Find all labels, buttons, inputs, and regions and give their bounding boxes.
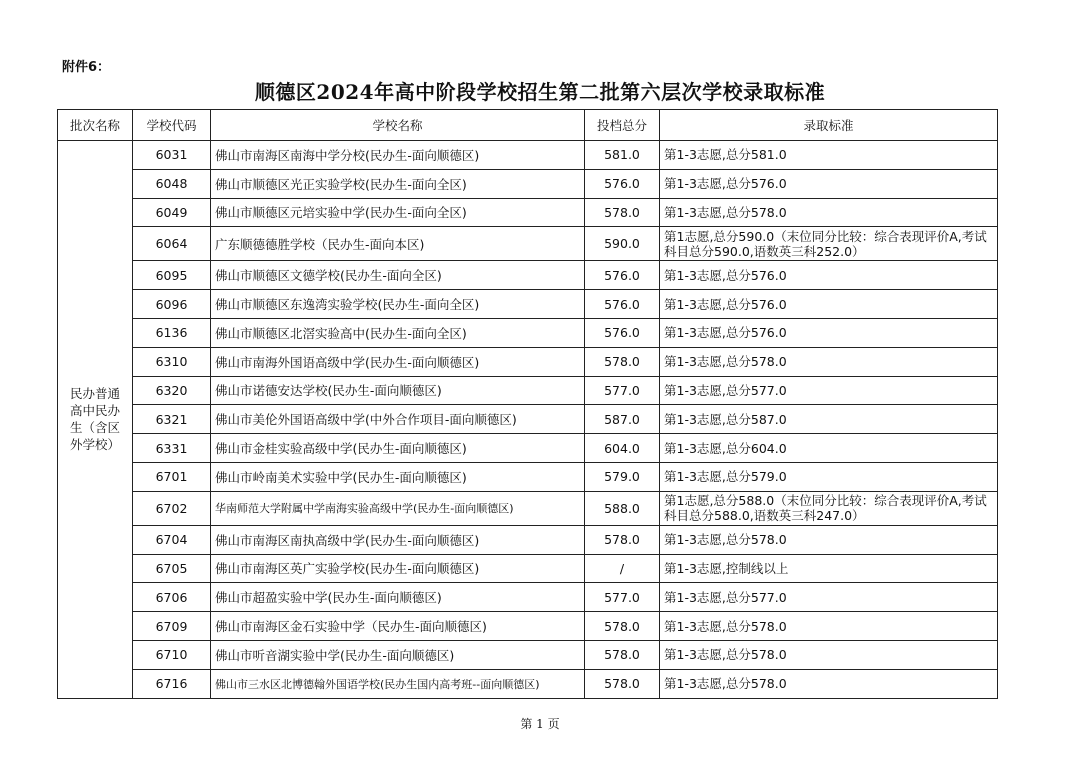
- school-name-cell: 华南师范大学附属中学南海实验高级中学(民办生-面向顺德区): [211, 491, 585, 525]
- header-code: 学校代码: [133, 110, 211, 141]
- batch-name-cell: 民办普通高中民办生（含区外学校）: [58, 141, 133, 699]
- table-row: [58, 198, 998, 227]
- score-cell: 577.0: [585, 583, 660, 612]
- score-cell: 576.0: [585, 261, 660, 290]
- school-code-cell: 6064: [133, 227, 211, 261]
- header-standard: 录取标准: [660, 110, 998, 141]
- school-name-cell: 佛山市南海区英广实验学校(民办生-面向顺德区): [211, 554, 585, 583]
- school-code-cell: 6096: [133, 290, 211, 319]
- score-cell: 604.0: [585, 434, 660, 463]
- table-body: [58, 141, 998, 699]
- school-name-cell: 佛山市金桂实验高级中学(民办生-面向顺德区): [211, 434, 585, 463]
- score-cell: 578.0: [585, 669, 660, 698]
- score-cell: 587.0: [585, 405, 660, 434]
- attachment-label: 附件6：: [62, 60, 111, 75]
- table-row: [58, 405, 998, 434]
- school-code-cell: 6049: [133, 198, 211, 227]
- table-row: [58, 491, 998, 525]
- table-row: [58, 141, 998, 170]
- admission-table: [57, 109, 998, 699]
- table-row: [58, 290, 998, 319]
- table-row: [58, 318, 998, 347]
- school-name-cell: 佛山市美伦外国语高级中学(中外合作项目-面向顺德区): [211, 405, 585, 434]
- school-name-cell: 佛山市超盈实验中学(民办生-面向顺德区): [211, 583, 585, 612]
- table-row: [58, 640, 998, 669]
- table-row: [58, 669, 998, 698]
- standard-cell: 第1-3志愿,总分576.0: [660, 169, 998, 198]
- score-cell: 590.0: [585, 227, 660, 261]
- standard-cell: 第1-3志愿,控制线以上: [660, 554, 998, 583]
- standard-cell: 第1-3志愿,总分576.0: [660, 318, 998, 347]
- school-name-cell: 佛山市听音湖实验中学(民办生-面向顺德区): [211, 640, 585, 669]
- standard-cell: 第1-3志愿,总分576.0: [660, 261, 998, 290]
- school-code-cell: 6702: [133, 491, 211, 525]
- standard-cell: 第1-3志愿,总分578.0: [660, 198, 998, 227]
- school-code-cell: 6705: [133, 554, 211, 583]
- school-code-cell: 6710: [133, 640, 211, 669]
- table-row: [58, 376, 998, 405]
- school-code-cell: 6331: [133, 434, 211, 463]
- score-cell: 578.0: [585, 347, 660, 376]
- school-code-cell: 6701: [133, 462, 211, 491]
- score-cell: 576.0: [585, 290, 660, 319]
- school-code-cell: 6709: [133, 612, 211, 641]
- school-code-cell: 6706: [133, 583, 211, 612]
- school-name-cell: 佛山市三水区北博德翰外国语学校(民办生国内高考班--面向顺德区): [211, 669, 585, 698]
- score-cell: 578.0: [585, 525, 660, 554]
- school-name-cell: 佛山市南海区金石实验中学（民办生-面向顺德区): [211, 612, 585, 641]
- header-score: 投档总分: [585, 110, 660, 141]
- school-code-cell: 6095: [133, 261, 211, 290]
- table-header-row: [58, 110, 998, 141]
- school-name-cell: 佛山市岭南美术实验中学(民办生-面向顺德区): [211, 462, 585, 491]
- standard-cell: 第1-3志愿,总分604.0: [660, 434, 998, 463]
- score-cell: /: [585, 554, 660, 583]
- table-row: [58, 169, 998, 198]
- school-name-cell: 佛山市南海外国语高级中学(民办生-面向顺德区): [211, 347, 585, 376]
- school-name-cell: 佛山市南海区南执高级中学(民办生-面向顺德区): [211, 525, 585, 554]
- standard-cell: 第1-3志愿,总分578.0: [660, 640, 998, 669]
- school-code-cell: 6048: [133, 169, 211, 198]
- table-row: [58, 462, 998, 491]
- school-code-cell: 6320: [133, 376, 211, 405]
- school-name-cell: 佛山市诺德安达学校(民办生-面向顺德区): [211, 376, 585, 405]
- header-batch: 批次名称: [58, 110, 133, 141]
- standard-cell: 第1-3志愿,总分576.0: [660, 290, 998, 319]
- standard-cell: 第1-3志愿,总分578.0: [660, 669, 998, 698]
- score-cell: 581.0: [585, 141, 660, 170]
- standard-cell: 第1-3志愿,总分581.0: [660, 141, 998, 170]
- table-row: [58, 554, 998, 583]
- school-code-cell: 6031: [133, 141, 211, 170]
- standard-cell: 第1-3志愿,总分578.0: [660, 612, 998, 641]
- table-row: [58, 525, 998, 554]
- school-code-cell: 6136: [133, 318, 211, 347]
- school-code-cell: 6310: [133, 347, 211, 376]
- standard-cell: 第1-3志愿,总分577.0: [660, 583, 998, 612]
- school-name-cell: 佛山市顺德区光正实验学校(民办生-面向全区): [211, 169, 585, 198]
- score-cell: 578.0: [585, 612, 660, 641]
- table-row: [58, 227, 998, 261]
- school-name-cell: 佛山市顺德区元培实验中学(民办生-面向全区): [211, 198, 585, 227]
- score-cell: 588.0: [585, 491, 660, 525]
- standard-cell: 第1-3志愿,总分578.0: [660, 525, 998, 554]
- school-code-cell: 6716: [133, 669, 211, 698]
- score-cell: 577.0: [585, 376, 660, 405]
- table-row: [58, 261, 998, 290]
- standard-cell: 第1志愿,总分590.0（末位同分比较：综合表现评价A,考试科目总分590.0,语数英三科252.0）: [660, 227, 998, 261]
- school-name-cell: 佛山市顺德区文德学校(民办生-面向全区): [211, 261, 585, 290]
- standard-cell: 第1-3志愿,总分587.0: [660, 405, 998, 434]
- school-name-cell: 广东顺德德胜学校（民办生-面向本区): [211, 227, 585, 261]
- table-row: [58, 434, 998, 463]
- school-code-cell: 6321: [133, 405, 211, 434]
- school-name-cell: 佛山市顺德区东逸湾实验学校(民办生-面向全区): [211, 290, 585, 319]
- table-row: [58, 583, 998, 612]
- standard-cell: 第1-3志愿,总分579.0: [660, 462, 998, 491]
- page-title: 顺德区2024年高中阶段学校招生第二批第六层次学校录取标准: [254, 80, 826, 104]
- school-code-cell: 6704: [133, 525, 211, 554]
- school-name-cell: 佛山市南海区南海中学分校(民办生-面向顺德区): [211, 141, 585, 170]
- school-name-cell: 佛山市顺德区北滘实验高中(民办生-面向全区): [211, 318, 585, 347]
- standard-cell: 第1-3志愿,总分577.0: [660, 376, 998, 405]
- standard-cell: 第1-3志愿,总分578.0: [660, 347, 998, 376]
- score-cell: 576.0: [585, 318, 660, 347]
- score-cell: 578.0: [585, 640, 660, 669]
- table-row: [58, 347, 998, 376]
- score-cell: 578.0: [585, 198, 660, 227]
- table-row: [58, 612, 998, 641]
- score-cell: 576.0: [585, 169, 660, 198]
- score-cell: 579.0: [585, 462, 660, 491]
- standard-cell: 第1志愿,总分588.0（末位同分比较：综合表现评价A,考试科目总分588.0,语数英三科247.0）: [660, 491, 998, 525]
- header-name: 学校名称: [211, 110, 585, 141]
- page-number: 第 1 页: [520, 717, 560, 731]
